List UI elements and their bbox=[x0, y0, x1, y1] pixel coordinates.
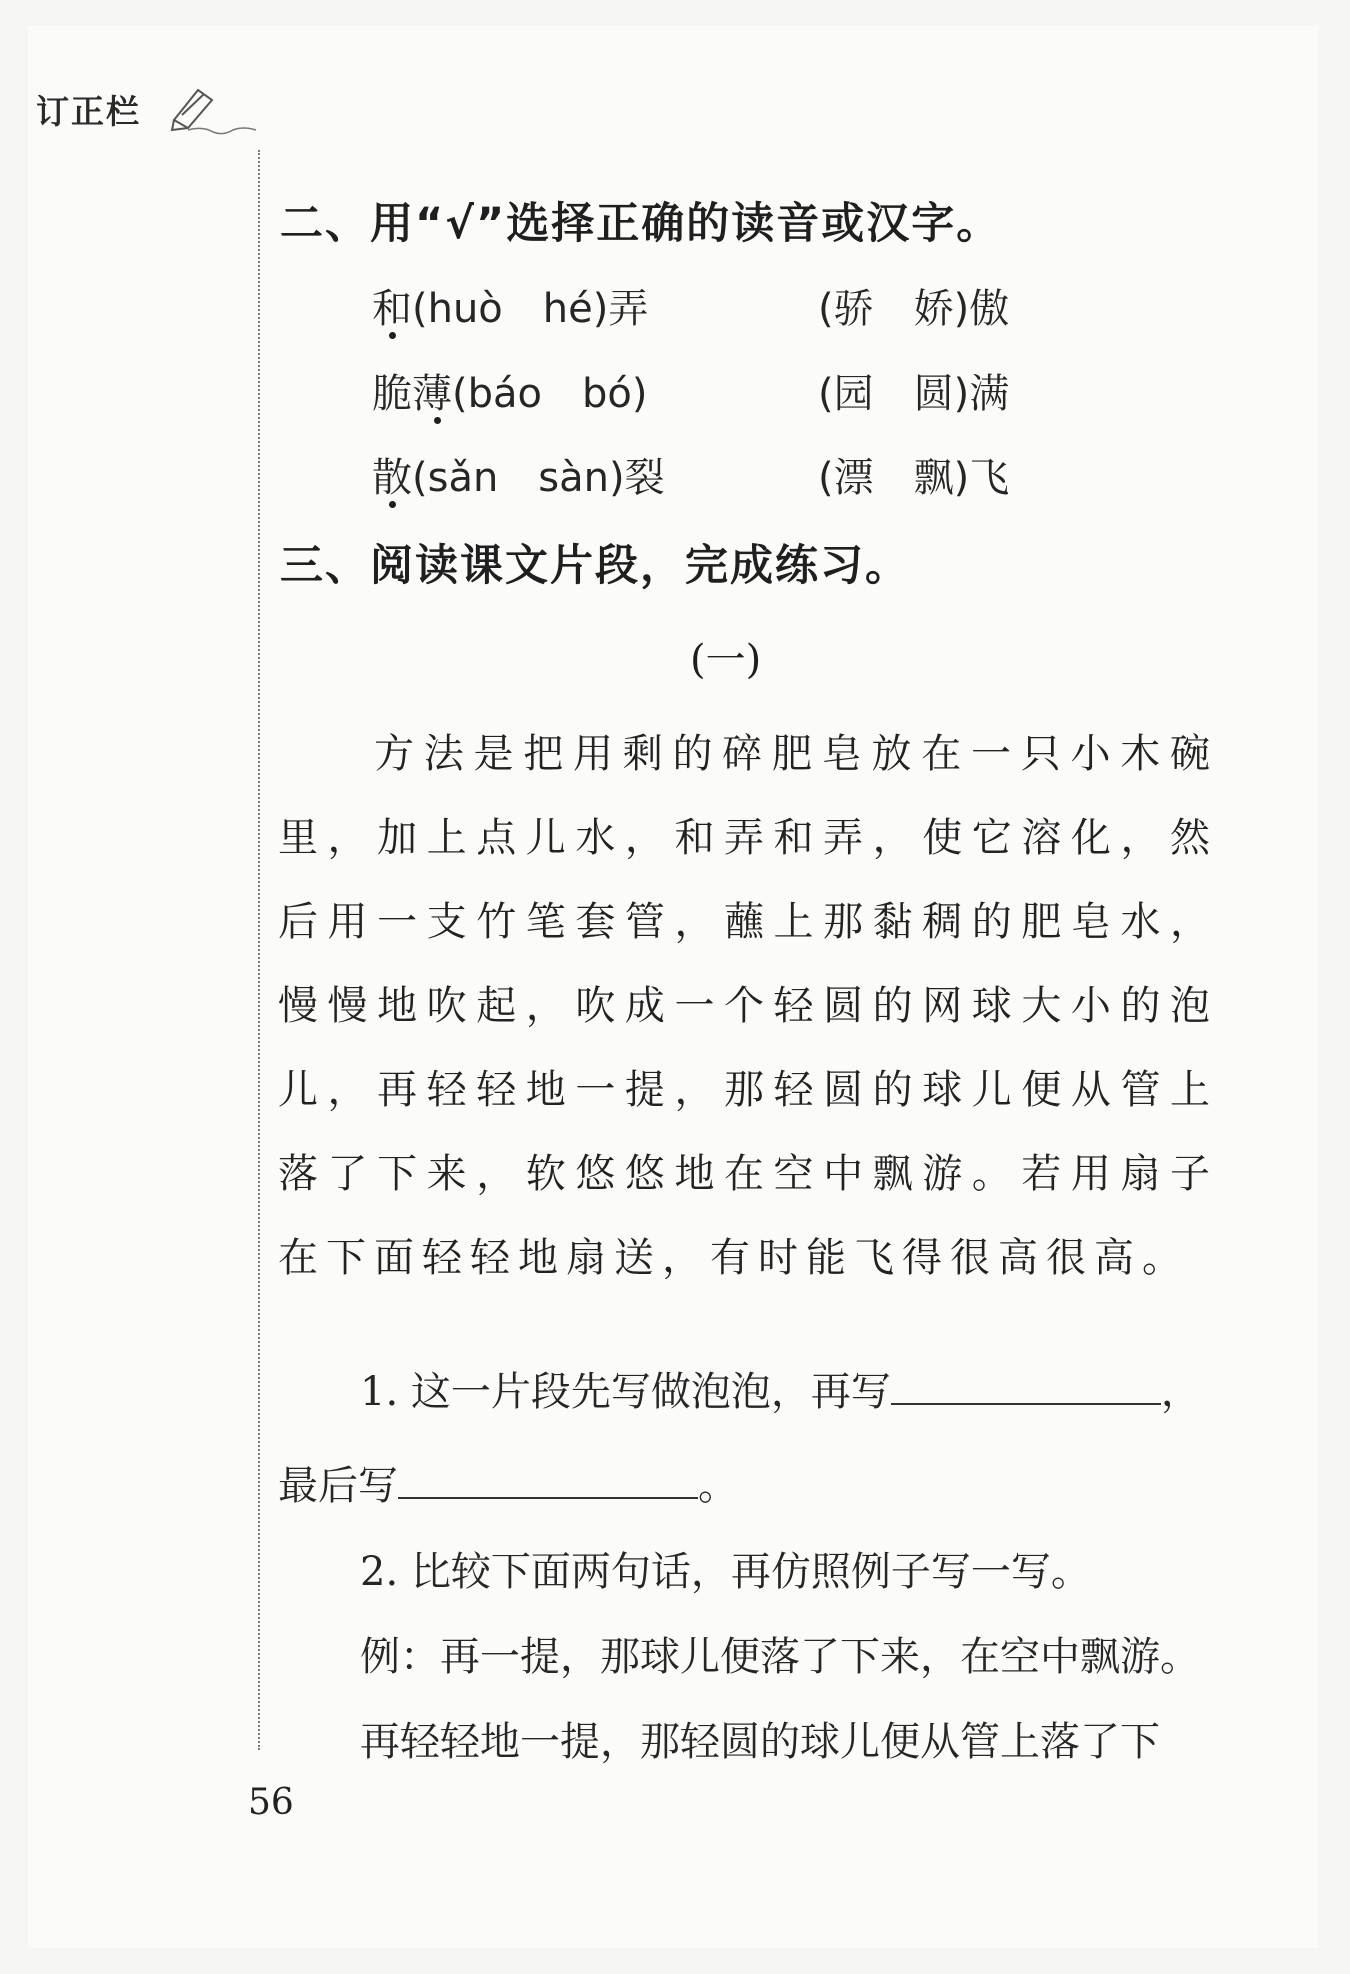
correction-column-label: 订正栏 bbox=[36, 92, 141, 131]
passage-part-label: (一) bbox=[690, 637, 762, 683]
section-3-heading: 三、阅读课文片段，完成练习。 bbox=[280, 541, 910, 591]
question-1-text: 1. 这一片段先写做泡泡，再写 bbox=[360, 1369, 891, 1415]
choice-left-1: 和(huò hé)弄 bbox=[372, 286, 649, 332]
answer-blank-1[interactable] bbox=[891, 1373, 1161, 1405]
emphasis-dot bbox=[389, 501, 396, 508]
compare-sentence: 再轻轻地一提，那轻圆的球儿便从管上落了下 bbox=[360, 1719, 1160, 1765]
answer-blank-2[interactable] bbox=[398, 1467, 698, 1499]
question-1-continued bbox=[278, 1454, 738, 1511]
section-2-heading: 二、用“√”选择正确的读音或汉字。 bbox=[280, 199, 1002, 249]
question-1-comma: ， bbox=[1160, 1369, 1201, 1415]
choice-left-3: 散(sǎn sàn)裂 bbox=[372, 455, 665, 501]
choice-right-3: (漂 飘)飞 bbox=[818, 455, 1010, 501]
question-1 bbox=[360, 1360, 1201, 1417]
example-sentence: 例：再一提，那球儿便落了下来，在空中飘游。 bbox=[360, 1634, 1200, 1680]
pencil-icon bbox=[168, 80, 258, 140]
emphasis-dot bbox=[434, 417, 441, 424]
question-1-text-2: 最后写 bbox=[278, 1463, 398, 1509]
choice-right-1: (骄 娇)傲 bbox=[818, 286, 1010, 332]
margin-divider bbox=[258, 150, 260, 1750]
page-number: 56 bbox=[248, 1782, 294, 1823]
question-2: 2. 比较下面两句话，再仿照例子写一写。 bbox=[360, 1549, 1091, 1595]
reading-passage bbox=[278, 712, 1218, 1300]
emphasis-dot bbox=[389, 332, 396, 339]
question-1-period: 。 bbox=[698, 1463, 738, 1509]
passage-text: 方法是把用剩的碎肥皂放在一只小木碗里，加上点儿水，和弄和弄，使它溶化，然后用一支竹笔套管，蘸上那黏稠的肥皂水，慢慢地吹起，吹成一个轻圆的网球大小的泡儿，再轻轻地一提，那轻圆的球儿便从管上落了下来，软悠悠地在空中飘游。若用扇子在下面轻轻地扇送，有时能飞得很高很高。 bbox=[278, 731, 1218, 1281]
choice-left-2: 脆薄(báo bó) bbox=[372, 371, 648, 417]
choice-right-2: (园 圆)满 bbox=[818, 371, 1010, 417]
